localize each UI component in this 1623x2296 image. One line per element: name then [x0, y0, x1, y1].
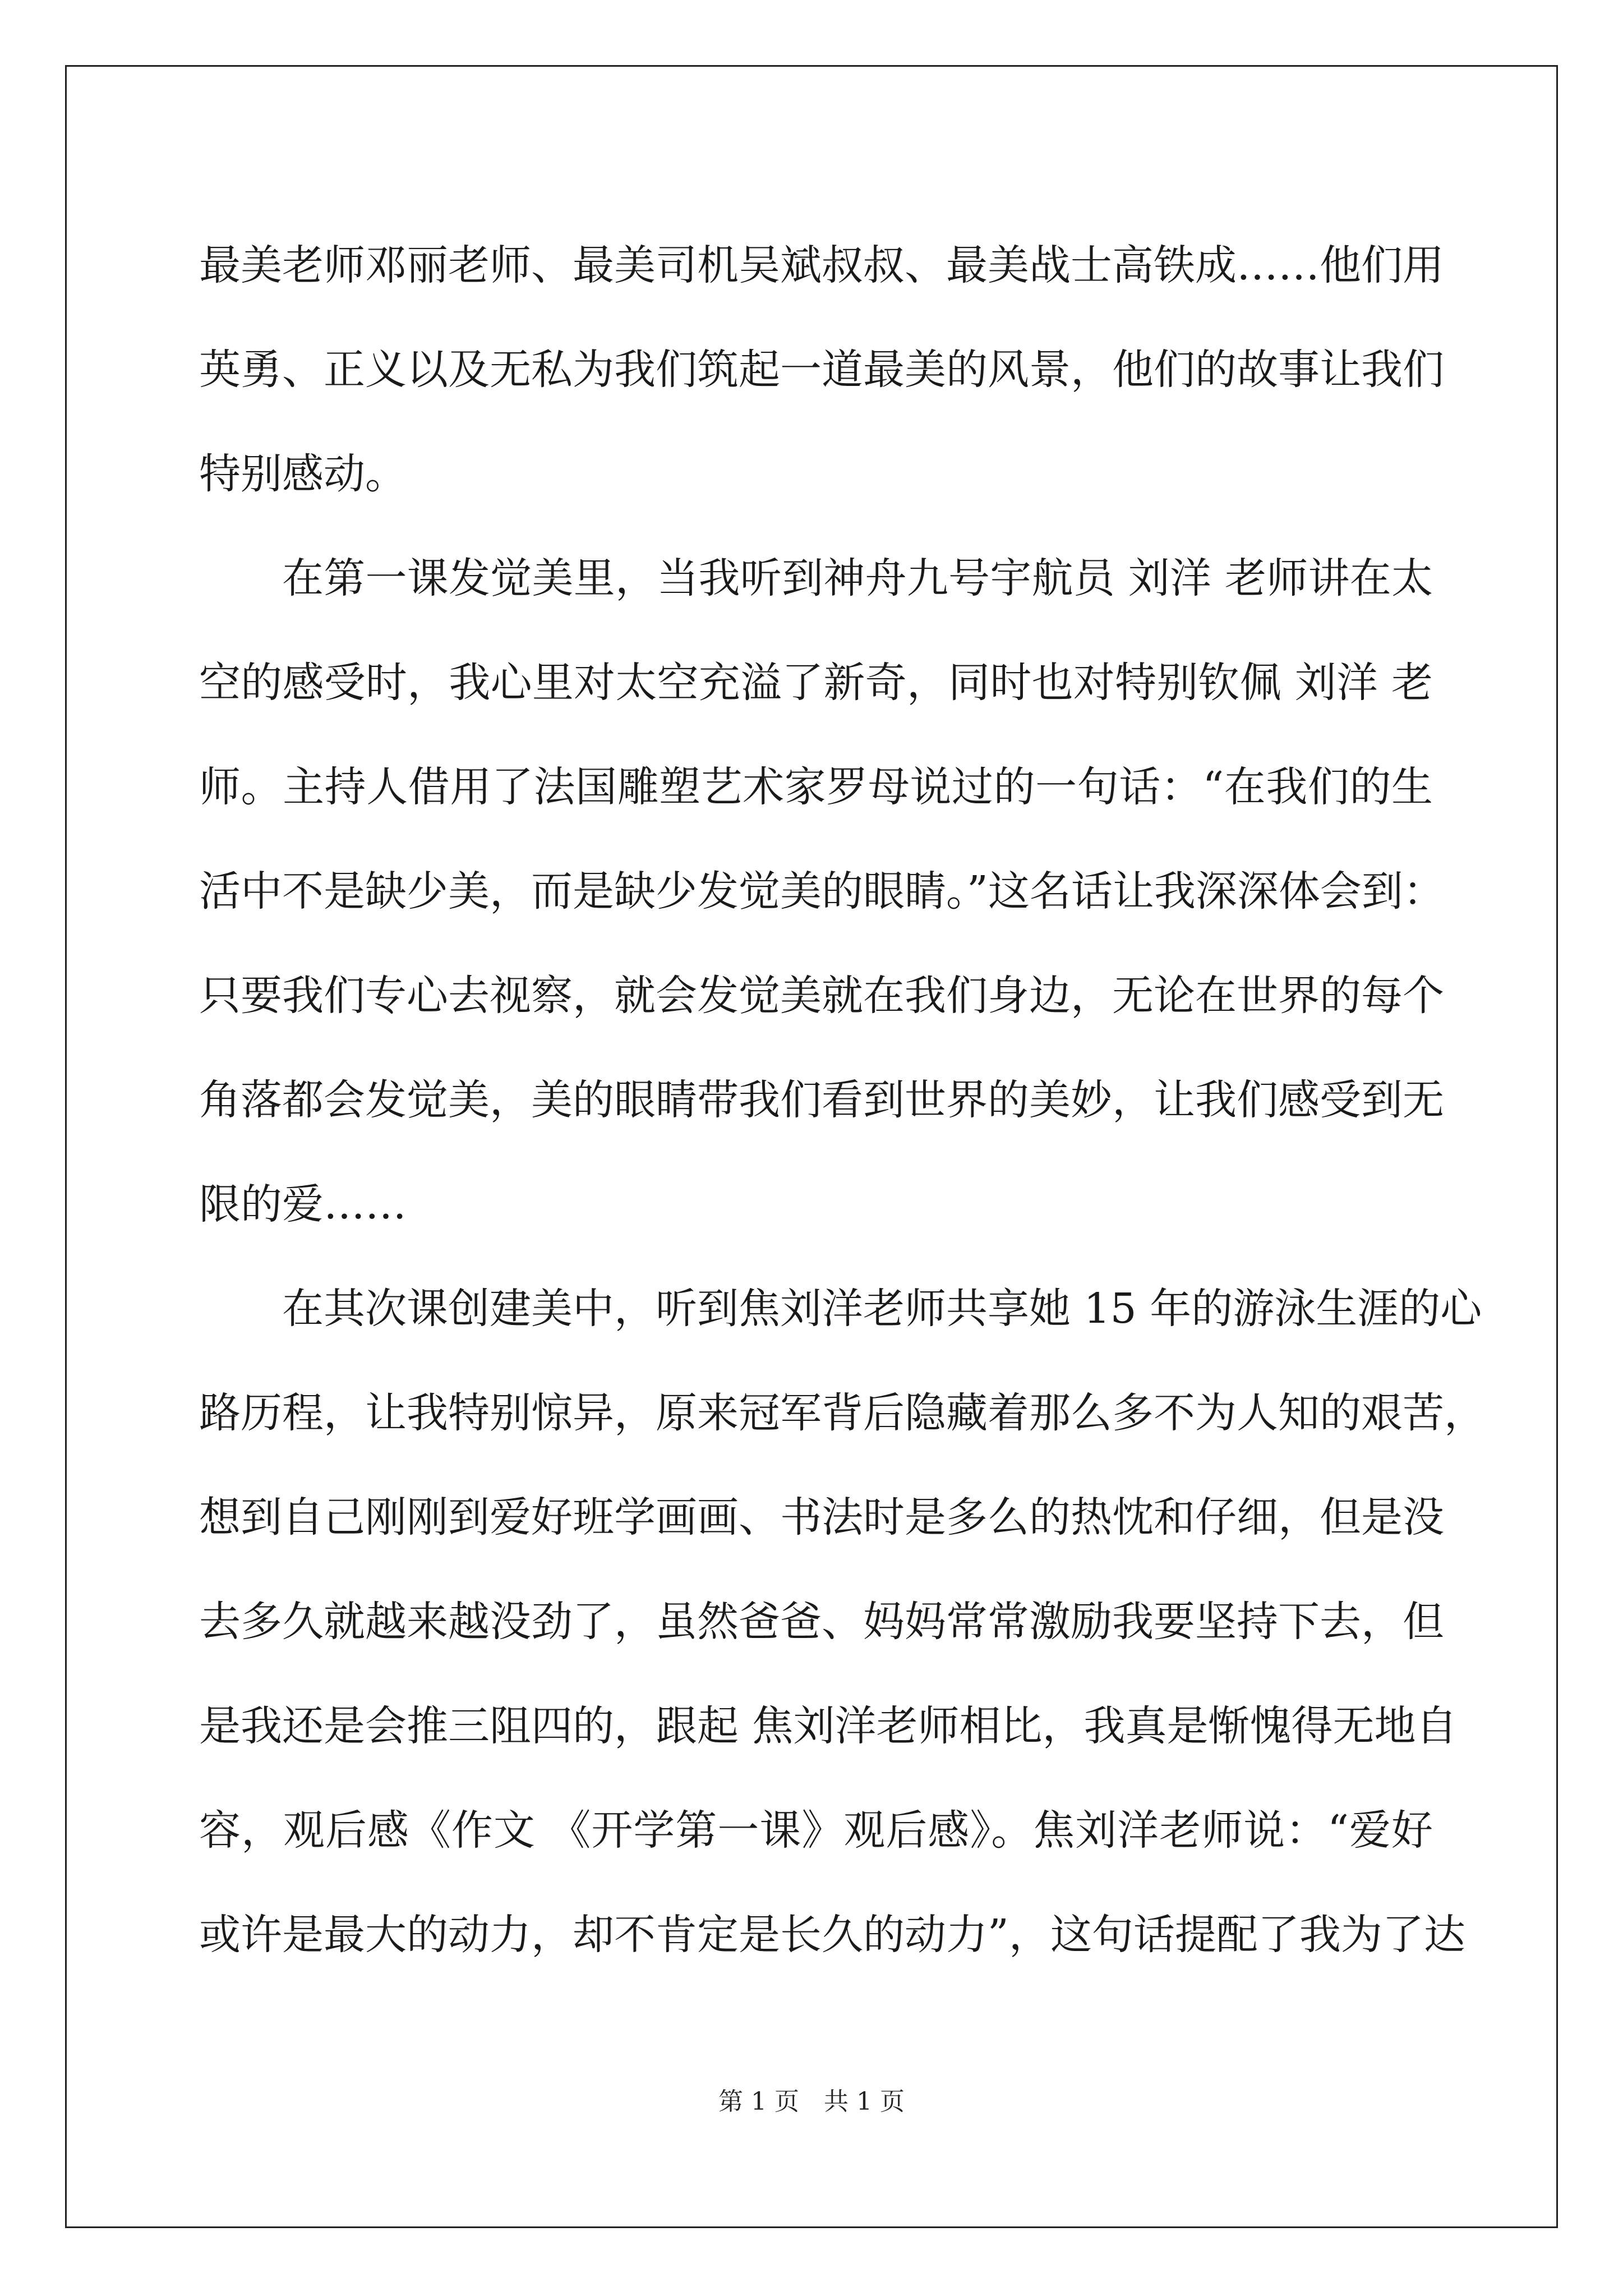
paragraph-line: 路历程，让我特别惊异，原来冠军背后隐藏着那么多不为人知的艰苦， — [199, 1389, 1486, 1437]
paragraph-line: 限的爱…… — [199, 1180, 407, 1228]
page-number-footer: 第 1 页 共 1 页 — [718, 2087, 905, 2116]
paragraph-line: 师。主持人借用了法国雕塑艺术家罗母说过的一句话：“在我们的生 — [199, 763, 1433, 811]
paragraph-line: 想到自己刚刚到爱好班学画画、书法时是多么的热忱和仔细，但是没 — [199, 1493, 1444, 1542]
document-body — [199, 213, 1486, 1987]
paragraph-line: 在第一课发觉美里，当我听到神舟九号宇航员 刘洋 老师讲在太 — [282, 554, 1433, 602]
paragraph-line: 活中不是缺少美，而是缺少发觉美的眼睛。”这名话让我深深体会到： — [199, 867, 1445, 915]
paragraph-line: 英勇、正义以及无私为我们筑起一道最美的风景，他们的故事让我们 — [199, 346, 1444, 394]
paragraph-line: 角落都会发觉美，美的眼睛带我们看到世界的美妙，让我们感受到无 — [199, 1076, 1444, 1124]
paragraph-line: 容，观后感《作文 《开学第一课》观后感》。焦刘洋老师说：“爱好 — [199, 1806, 1433, 1855]
paragraph-line: 在其次课创建美中，听到焦刘洋老师共享她 15 年的游泳生涯的心 — [282, 1285, 1482, 1333]
paragraph-line: 只要我们专心去视察，就会发觉美就在我们身边，无论在世界的每个 — [199, 972, 1444, 1020]
paragraph-line: 去多久就越来越没劲了，虽然爸爸、妈妈常常激励我要坚持下去，但 — [199, 1598, 1444, 1646]
paragraph-line: 空的感受时，我心里对太空充溢了新奇，同时也对特别钦佩 刘洋 老 — [199, 659, 1433, 707]
paragraph-line: 最美老师邓丽老师、最美司机吴斌叔叔、最美战士高铁成……他们用 — [199, 241, 1444, 289]
paragraph-line: 或许是最大的动力，却不肯定是长久的动力”，这句话提配了我为了达 — [199, 1911, 1465, 1959]
paragraph-line: 特别感动。 — [199, 450, 407, 498]
paragraph-line: 是我还是会推三阻四的，跟起 焦刘洋老师相比，我真是惭愧得无地自 — [199, 1702, 1458, 1750]
